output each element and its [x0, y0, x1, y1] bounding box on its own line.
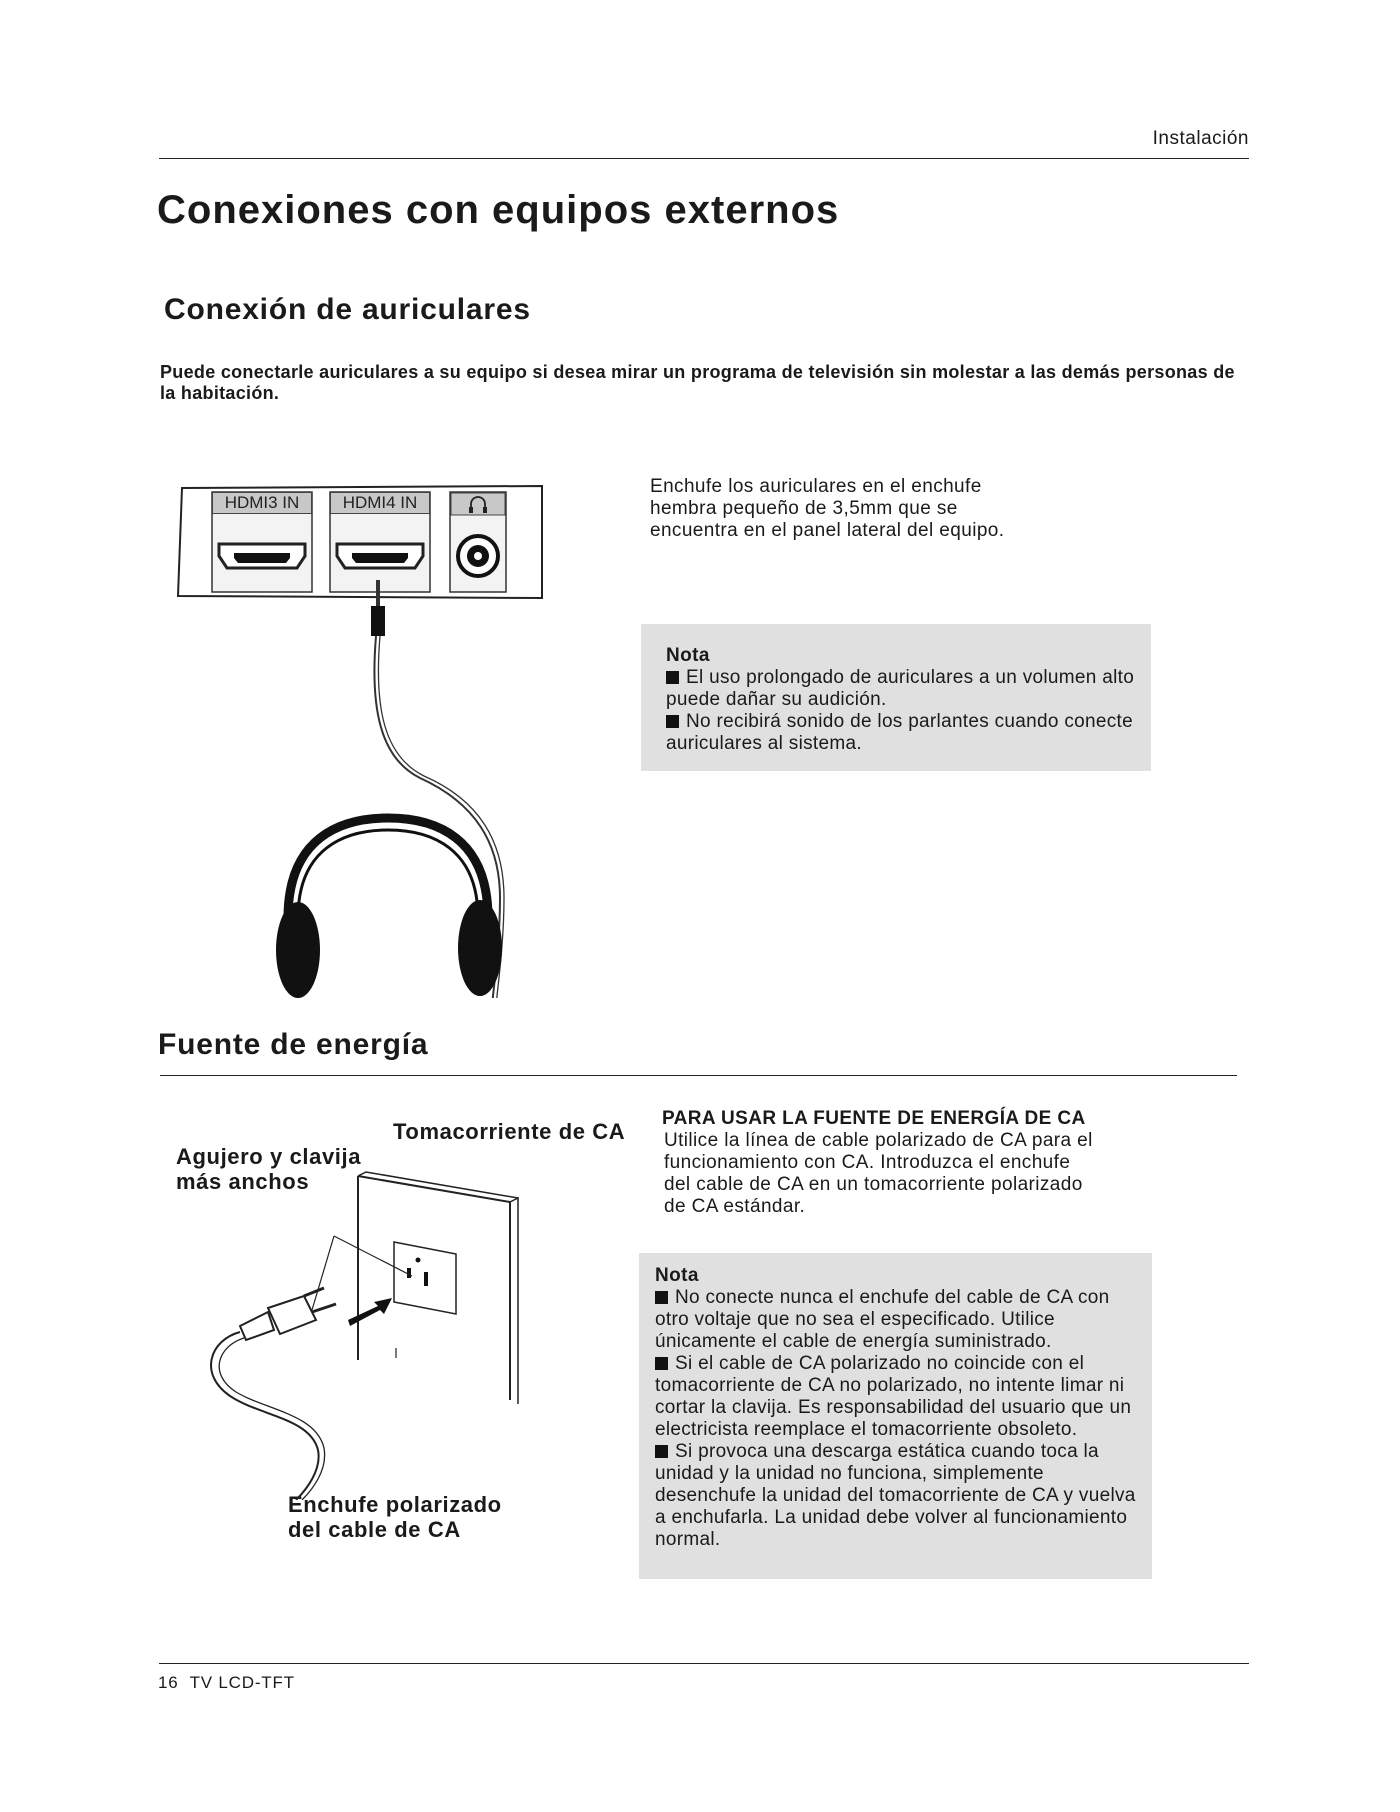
note-item: El uso prolongado de auriculares a un volumen alto puede dañar su audición.	[666, 667, 1135, 710]
port-label-hdmi4: HDMI4 IN	[330, 492, 430, 514]
instruction-line: Enchufe los auriculares en el enchufe	[650, 476, 982, 497]
ac-usage-heading: PARA USAR LA FUENTE DE ENERGÍA DE CA	[662, 1108, 1086, 1129]
right-ear-cup	[458, 900, 502, 996]
headphone-note-box	[641, 624, 1151, 771]
note-title: Nota	[666, 645, 710, 666]
port-label-hdmi3: HDMI3 IN	[212, 492, 312, 514]
ac-usage-line: funcionamiento con CA. Introduzca el enchufe	[664, 1152, 1071, 1173]
left-ear-cup	[276, 902, 320, 998]
instruction-line: hembra pequeño de 3,5mm que se	[650, 498, 958, 519]
headphones-section-title: Conexión de auriculares	[164, 293, 531, 326]
power-section-rule	[160, 1075, 1237, 1076]
wider-hole-label: Agujero y clavija más anchos	[176, 1144, 362, 1194]
power-plug-icon	[268, 1296, 316, 1334]
square-bullet-icon	[655, 1445, 668, 1458]
power-outlet-illustration	[200, 1160, 530, 1500]
note-title: Nota	[655, 1265, 699, 1286]
outlet-slot-icon	[407, 1268, 411, 1278]
note-item: Si el cable de CA polarizado no coincide con el tomacorriente de CA no polarizado, no intente limar ni cortar la clavija. Es responsabilidad del usuario que un electricista reemplace el tomacorriente obsoleto.	[655, 1353, 1132, 1440]
instruction-line: encuentra en el panel lateral del equipo.	[650, 520, 1005, 541]
square-bullet-icon	[655, 1357, 668, 1370]
page-footer	[158, 1673, 295, 1693]
headphone-panel-illustration	[170, 478, 550, 998]
footer-rule	[159, 1663, 1249, 1664]
headphone-headband	[288, 818, 488, 918]
ac-usage-line: Utilice la línea de cable polarizado de CA para el	[664, 1130, 1093, 1151]
square-bullet-icon	[655, 1291, 668, 1304]
square-bullet-icon	[666, 671, 679, 684]
note-item: Si provoca una descarga estática cuando toca la unidad y la unidad no funciona, simplemente desenchufe la unidad del tomacorriente de CA y vuelva a enchufarla. La unidad debe volver al funcionamiento normal.	[655, 1441, 1136, 1550]
square-bullet-icon	[666, 715, 679, 728]
ac-usage-line: del cable de CA en un tomacorriente polarizado	[664, 1174, 1083, 1195]
product-name: TV LCD-TFT	[189, 1673, 295, 1692]
insert-arrow-icon	[348, 1298, 392, 1326]
ac-usage-line: de CA estándar.	[664, 1196, 806, 1217]
ac-usage-block	[662, 1108, 1093, 1218]
page-number: 16	[158, 1673, 179, 1692]
note-item: No recibirá sonido de los parlantes cuando conecte auriculares al sistema.	[666, 711, 1133, 754]
header-rule	[159, 158, 1249, 159]
polarized-plug-label: Enchufe polarizado del cable de CA	[288, 1492, 502, 1542]
headphone-instructions	[650, 476, 1004, 542]
power-cord	[211, 1332, 319, 1500]
headphones-intro: Puede conectarle auriculares a su equipo si desea mirar un programa de televisión sin molestar a las demás personas de la habitación.	[160, 362, 1235, 403]
outlet-label: Tomacorriente de CA	[393, 1119, 626, 1144]
page-title: Conexiones con equipos externos	[157, 188, 840, 232]
section-label: Instalación	[1152, 128, 1249, 149]
note-item: No conecte nunca el enchufe del cable de CA con otro voltaje que no sea el especificado. Utilice únicamente el cable de energía suministrado.	[655, 1287, 1110, 1352]
power-section-title: Fuente de energía	[158, 1028, 429, 1061]
outlet-wide-slot-icon	[424, 1272, 428, 1286]
headphone-plug-icon	[371, 606, 385, 636]
power-note-box	[639, 1253, 1152, 1579]
